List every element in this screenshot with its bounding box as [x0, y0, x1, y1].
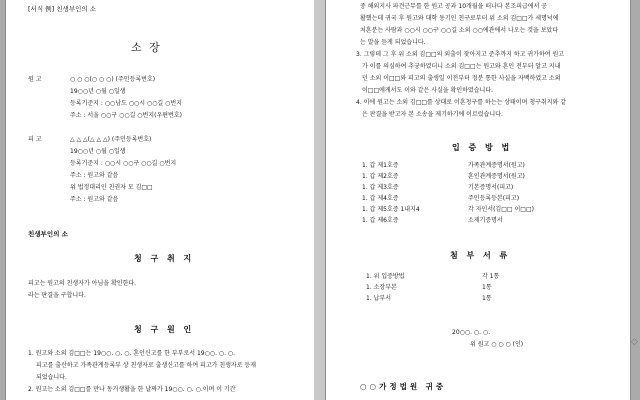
- attach-item-value: 각 1통: [482, 273, 500, 280]
- page-title: 소 장: [131, 41, 162, 54]
- evidence-item-label: 1. 갑 제4호증: [362, 195, 399, 202]
- case-name: 친생부인의 소: [28, 230, 68, 238]
- defendant-role: 피 고: [28, 136, 42, 143]
- reason-line: 되었습니다.: [36, 374, 67, 381]
- evidence-item-value: 기본증명서(피고): [468, 184, 514, 191]
- plaintiff-birth: 19○○년 ○월 ○일생: [70, 88, 126, 95]
- attach-item-value: 1통: [482, 284, 492, 291]
- evidence-item-value: 주민등록등본(피고): [468, 195, 520, 202]
- reason-line: 4. 이에 원고는 소외 김□□를 상대로 이혼청구를 하는는 상태이며 청구취지와 같: [356, 99, 567, 106]
- reason-line: 가 이를 의심하여 추궁하였더니 소외 김□□는 원고와 혼인 전부터 알고 지내: [362, 63, 561, 70]
- evidence-heading: 입 증 방 법: [452, 143, 513, 152]
- evidence-item-label: 1. 갑 제6호증: [362, 217, 399, 224]
- defendant-name: △ △ △(△ △ △) (주민등록번호): [70, 136, 152, 143]
- defendant-address: 주소 : 원고와 같음: [70, 172, 119, 179]
- page-gap: [314, 0, 326, 400]
- reason-line: 이□□에게서도 이와 같은 사실을 확인하였습니다.: [362, 87, 493, 94]
- defendant-guardian-address: 주소 : 원고와 같음: [70, 196, 119, 203]
- attach-item-label: 1. 소장부본: [366, 284, 397, 291]
- plaintiff-role: 원 고: [28, 76, 42, 83]
- reason-line: 처혼분는 사람과 ○○시 ○○구 ○○길 소외 ○○에관에서 나오는 것을 보았다: [360, 27, 559, 34]
- reason-line: 활했는데 귀국 후 원고와 대학 동기인 친구로부터 위 소외 김□□가 세명넉에: [360, 15, 559, 22]
- attach-item-label: 1. 납부서: [366, 295, 392, 302]
- claim-line: 라는 판결을 구합니다.: [28, 292, 86, 299]
- evidence-item-label: 1. 갑 제2호증: [362, 173, 399, 180]
- signature-date: 20○○. ○. ○.: [452, 329, 491, 336]
- reason-line: 는 말을 듣게 되었습니다.: [360, 39, 426, 46]
- evidence-item-label: 1. 갑 제1호증: [362, 162, 399, 169]
- defendant-guardian: 위 법정대리인 친권자 모 김□□: [70, 184, 153, 191]
- plaintiff-name: ○ ○ ○(○ ○ ○) (주민등록번호): [70, 76, 156, 83]
- attach-item-label: 1. 위 입증방법: [366, 273, 405, 280]
- evidence-item-value: 소제기증명서: [468, 217, 503, 224]
- scroll-marker-icon: ◇: [631, 337, 638, 347]
- document-page-1: [6, 0, 314, 400]
- evidence-item-value: 혼인관계증명서(원고): [468, 173, 525, 180]
- form-label: [서식 例] 친생부인의 소: [28, 5, 97, 13]
- court-name: ○○가정법원 귀중: [360, 382, 447, 391]
- signature-line: 위 원고 ○ ○ ○ (인): [470, 341, 524, 348]
- evidence-item-label: 1. 갑 제3호증: [362, 184, 399, 191]
- plaintiff-registry: 등록기준지 : ○○남도 ○○시 ○○길 ○번지: [70, 100, 182, 107]
- defendant-registry: 등록기준지 : ○○시 ○○구 ○○길 ○번지: [70, 160, 177, 167]
- attach-item-value: 1통: [482, 295, 492, 302]
- attachments-heading: 첨 부 서 류: [450, 251, 511, 260]
- reason-line: 중 해외지사 파견근무를 한 원고 공과 10개월을 떠나다 본조피급에서 공: [360, 3, 548, 10]
- reason-line: 피고를 출산하고 가족관계등록부 상 친생자로 출생신고를 하여 피고가 친생자로 등재: [36, 362, 257, 369]
- plaintiff-address: 주소 : 서울 ○○구 ○○길 ○번지(우편번호): [70, 112, 182, 119]
- reason-line: 3. 그렇데 그 후 위 소외 김□□의 외출이 잦아지고 준추까지 하고 귀가하여 원고: [356, 51, 565, 58]
- reason-line: 은 판결을 받고자 본 소송을 제기하기에 이르렀습니다.: [362, 111, 503, 118]
- document-page-2: [326, 0, 630, 400]
- reason-line: 1. 원고와 소외 김□□는 19○○. ○. ○. 혼인신고를 한 부부로서 19○○. ○. ○.: [28, 350, 236, 357]
- claim-heading: 청 구 취 지: [134, 254, 195, 263]
- reason-line: 2. 원고는 소외 김□□를 만나 동거생활을 한 날짜가 19○○. ○. ○.이며 이 기간: [28, 386, 236, 393]
- evidence-item-value: 가족관계증명서(원고): [468, 162, 525, 169]
- evidence-item-value: 각 자인서(김□□ 이□□): [468, 206, 534, 213]
- defendant-birth: 19○○년 ○월 ○일생: [70, 148, 126, 155]
- evidence-item-label: 1. 갑 제5호증 1내지4: [362, 206, 420, 213]
- claim-line: 피고는 원고의 친생자가 아님을 확인한다.: [28, 280, 137, 287]
- reason-heading: 청 구 원 인: [134, 325, 195, 334]
- reason-line: 던 소외 이□□와 피고의 출생일 이전부터 정분 통한 사실을 자백하였고 소외: [362, 75, 561, 82]
